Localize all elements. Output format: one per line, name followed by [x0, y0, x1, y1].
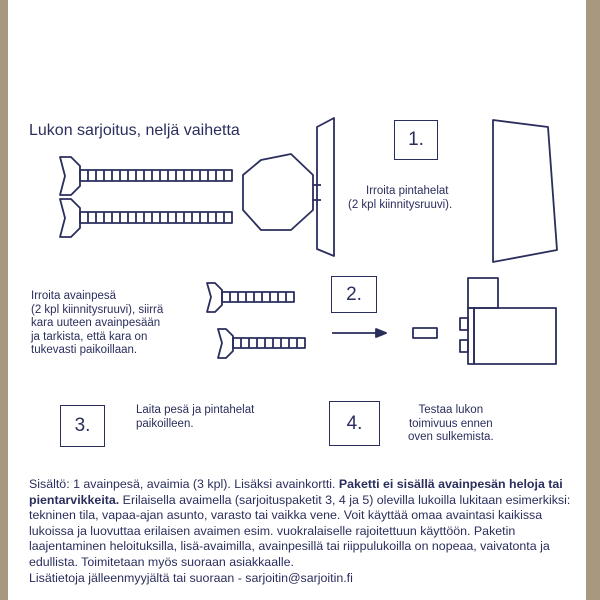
screw-illustration [60, 199, 232, 237]
cover-plate [493, 120, 557, 262]
escutcheon-plate [317, 118, 334, 256]
step-4-line: Testaa lukon [418, 404, 484, 416]
description-bold: Paketti ei sisällä avainpesän heloja tai pientarvikkeita. [29, 477, 563, 507]
step-1-line: (2 kpl kiinnitysruuvi). [348, 198, 453, 211]
screw-illustration [218, 329, 305, 358]
step-2-line: tukevasti paikoillaan. [31, 344, 138, 356]
step-2-number: 2. [331, 276, 377, 313]
step-4-number: 4. [329, 401, 380, 446]
step-3-text [136, 404, 254, 431]
screw-illustration [207, 283, 294, 312]
step-3-line: Laita pesä ja pintahelat [136, 404, 255, 416]
step-3-number: 3. [60, 405, 105, 447]
step-4-line: toimivuus ennen [408, 417, 493, 430]
instruction-sheet [8, 0, 586, 600]
description-text: Sisältö: 1 avainpesä, avaimia (3 kpl). Lisäksi avainkortti. [29, 477, 339, 491]
step-4-line: oven sulkemista. [408, 431, 494, 443]
spindle-piece [413, 328, 437, 338]
screw-illustration [60, 157, 232, 195]
step-1-line: Irroita pintahelat [366, 185, 449, 197]
step-2-line: kara uuteen avainpesään [31, 317, 161, 329]
arrow-right-icon [332, 329, 386, 337]
page-title: Lukon sarjoitus, neljä vaihetta [29, 122, 240, 139]
step-2-line: (2 kpl kiinnitysruuvi), siirrä [31, 303, 164, 316]
step-1-text [348, 185, 452, 212]
lock-cylinder [460, 278, 556, 364]
knob-octagon [243, 154, 313, 230]
product-description [29, 477, 581, 586]
step-3-line: paikoilleen. [136, 417, 194, 430]
step-2-line: ja tarkista, että kara on [31, 330, 148, 343]
step-2-text [31, 290, 163, 358]
description-text: Erilaisella avaimella (sarjoituspaketit 3, 4 ja 5) olevilla lukoilla lukitaan esimerkiksi: tekninen tila, vapaa-ajan asunto, varasto tai vaikka vene. Voit käyttää omaa avaintasi kaikissa lukoissa ja luovuttaa erilaisen avaimen esim. vuokralaiselle rajoitettuun käyttöön. Paketin laajentaminen heloituksilla, lisä-avaimilla, avainpesillä tai riippulukoilla on nopeaa, vaivatonta ja edullista. Toimitetaan myös suoraan asiakkaalle. [29, 492, 571, 569]
step-2-line: Irroita avainpesä [31, 290, 117, 302]
contact-line: Lisätietoja jälleenmyyjältä tai suoraan - sarjoitin@sarjoitin.fi [29, 570, 353, 585]
step-4-text [408, 404, 494, 445]
step-1-number: 1. [394, 120, 438, 160]
